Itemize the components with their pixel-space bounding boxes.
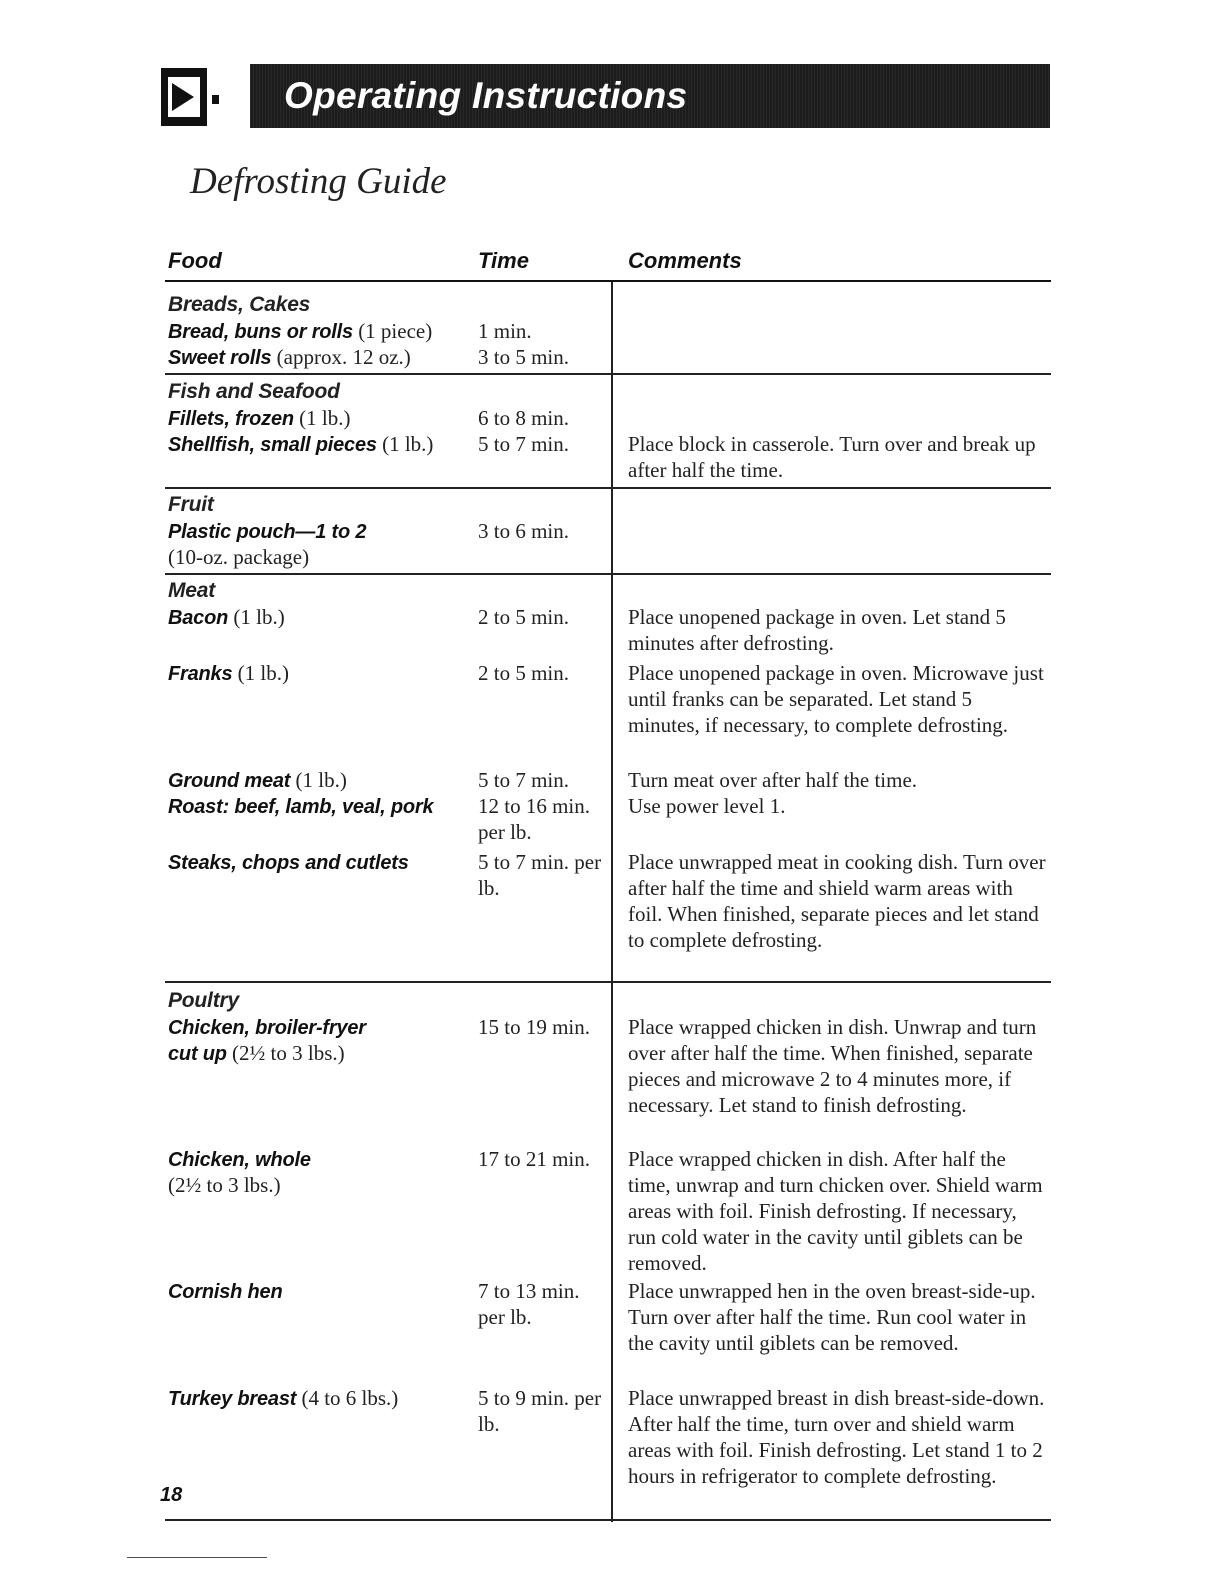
table-row — [168, 1278, 282, 1305]
time-cell: 7 to 13 min. per lb. — [478, 1279, 580, 1329]
header-title: Operating Instructions — [284, 75, 688, 116]
time-cell: 2 to 5 min. — [478, 661, 570, 685]
table-row — [168, 318, 432, 345]
table-row — [168, 405, 351, 432]
comment-cell: Use power level 1. — [628, 794, 786, 818]
column-header-food: Food — [168, 248, 222, 273]
time-cell: 2 to 5 min. — [478, 605, 570, 629]
time-cell: 3 to 5 min. — [478, 345, 570, 369]
table-row — [168, 793, 433, 820]
food-name: Turkey breast — [168, 1388, 297, 1410]
food-quantity: (approx. 12 oz.) — [271, 345, 411, 369]
comment-cell: Place unwrapped breast in dish breast-side-down. After half the time, turn over and shield warm areas with foil. Finish defrosting. Let stand 1 to 2 hours in refrigerator to complete defrosting. — [628, 1386, 1045, 1488]
food-quantity: (10-oz. package) — [168, 545, 310, 569]
time-cell: 17 to 21 min. — [478, 1147, 591, 1171]
table-row-continued — [168, 1040, 345, 1067]
footer-rule — [127, 1557, 267, 1558]
header-rule — [165, 280, 1051, 282]
food-name: Chicken, broiler-fryer — [168, 1017, 366, 1039]
comment-cell: Place unopened package in oven. Let stand 5 minutes after defrosting. — [628, 605, 1006, 655]
food-quantity: (1 lb.) — [290, 768, 347, 792]
table-row — [168, 1146, 311, 1173]
comment-cell: Place unwrapped hen in the oven breast-side-up. Turn over after half the time. Run cool water in the cavity until giblets can be removed. — [628, 1279, 1036, 1355]
time-cell: 5 to 9 min. per lb. — [478, 1386, 602, 1436]
column-header-comments: Comments — [628, 248, 742, 273]
comment-cell: Place unwrapped meat in cooking dish. Turn over after half the time and shield warm areas with foil. When finished, separate pieces and let stand to complete defrosting. — [628, 850, 1046, 952]
food-quantity: (1 lb.) — [376, 432, 434, 456]
page-number: 18 — [160, 1484, 183, 1506]
header-bar — [250, 64, 1050, 128]
table-row — [168, 431, 433, 458]
category-heading: Fruit — [168, 493, 214, 516]
comment-cell: Place unopened package in oven. Microwave just until franks can be separated. Let stand 5 minutes, if necessary, to complete defrosting. — [628, 661, 1044, 737]
group-divider — [165, 373, 1051, 375]
table-row — [168, 1385, 398, 1412]
food-quantity: (1 lb.) — [228, 605, 285, 629]
food-quantity: (1 lb.) — [293, 406, 351, 430]
table-row — [168, 604, 285, 631]
food-quantity: (1 lb.) — [232, 661, 289, 685]
food-name: Chicken, whole — [168, 1149, 311, 1171]
food-name: Fillets, frozen — [168, 408, 294, 430]
category-heading: Meat — [168, 579, 216, 602]
food-name: Plastic pouch—1 to 2 — [168, 521, 367, 543]
food-quantity: (4 to 6 lbs.) — [296, 1386, 399, 1410]
food-name: Ground meat — [168, 770, 291, 792]
group-divider — [165, 981, 1051, 983]
food-name: Cornish hen — [168, 1281, 283, 1303]
food-name: Shellfish, small pieces — [168, 434, 377, 456]
time-cell: 12 to 16 min. per lb. — [478, 794, 591, 844]
table-row — [168, 849, 409, 876]
group-divider — [165, 573, 1051, 575]
group-divider — [165, 487, 1051, 489]
time-cell: 5 to 7 min. — [478, 768, 570, 792]
table-row — [168, 660, 289, 687]
time-cell: 5 to 7 min. per lb. — [478, 850, 602, 900]
food-name: Bacon — [168, 607, 229, 629]
category-heading: Fish and Seafood — [168, 380, 340, 403]
section-title: Defrosting Guide — [190, 161, 447, 202]
table-row — [168, 767, 347, 794]
food-name: Sweet rolls — [168, 347, 272, 369]
comment-cell: Place wrapped chicken in dish. Unwrap and turn over after half the time. When finished, separate pieces and microwave 2 to 4 minutes more, if necessary. Let stand to finish defrosting. — [628, 1015, 1037, 1117]
food-name: Bread, buns or rolls — [168, 321, 353, 343]
column-divider — [611, 282, 613, 1522]
food-quantity: (2½ to 3 lbs.) — [226, 1041, 345, 1065]
comment-cell: Place block in casserole. Turn over and break up after half the time. — [628, 432, 1036, 482]
food-name: cut up — [168, 1043, 227, 1065]
table-row — [168, 1014, 366, 1041]
food-quantity: (1 piece) — [352, 319, 433, 343]
time-cell: 5 to 7 min. — [478, 432, 570, 456]
food-name: Steaks, chops and cutlets — [168, 852, 409, 874]
table-row — [168, 518, 366, 545]
food-name: Franks — [168, 663, 233, 685]
category-heading: Poultry — [168, 989, 239, 1012]
comment-cell: Place wrapped chicken in dish. After half the time, unwrap and turn chicken over. Shield warm areas with foil. Finish defrosting. If necessary, run cold water in the cavity until giblets can be removed. — [628, 1147, 1043, 1275]
time-cell: 6 to 8 min. — [478, 406, 570, 430]
bottom-rule — [165, 1519, 1051, 1521]
table-row — [168, 344, 411, 371]
comment-cell: Turn meat over after half the time. — [628, 768, 918, 792]
food-quantity: (2½ to 3 lbs.) — [168, 1173, 281, 1197]
time-cell: 1 min. — [478, 319, 532, 343]
category-heading: Breads, Cakes — [168, 293, 311, 316]
microwave-icon — [160, 67, 220, 127]
column-header-time: Time — [478, 248, 529, 273]
time-cell: 15 to 19 min. — [478, 1015, 591, 1039]
food-name: Roast: beef, lamb, veal, pork — [168, 796, 434, 818]
time-cell: 3 to 6 min. — [478, 519, 570, 543]
